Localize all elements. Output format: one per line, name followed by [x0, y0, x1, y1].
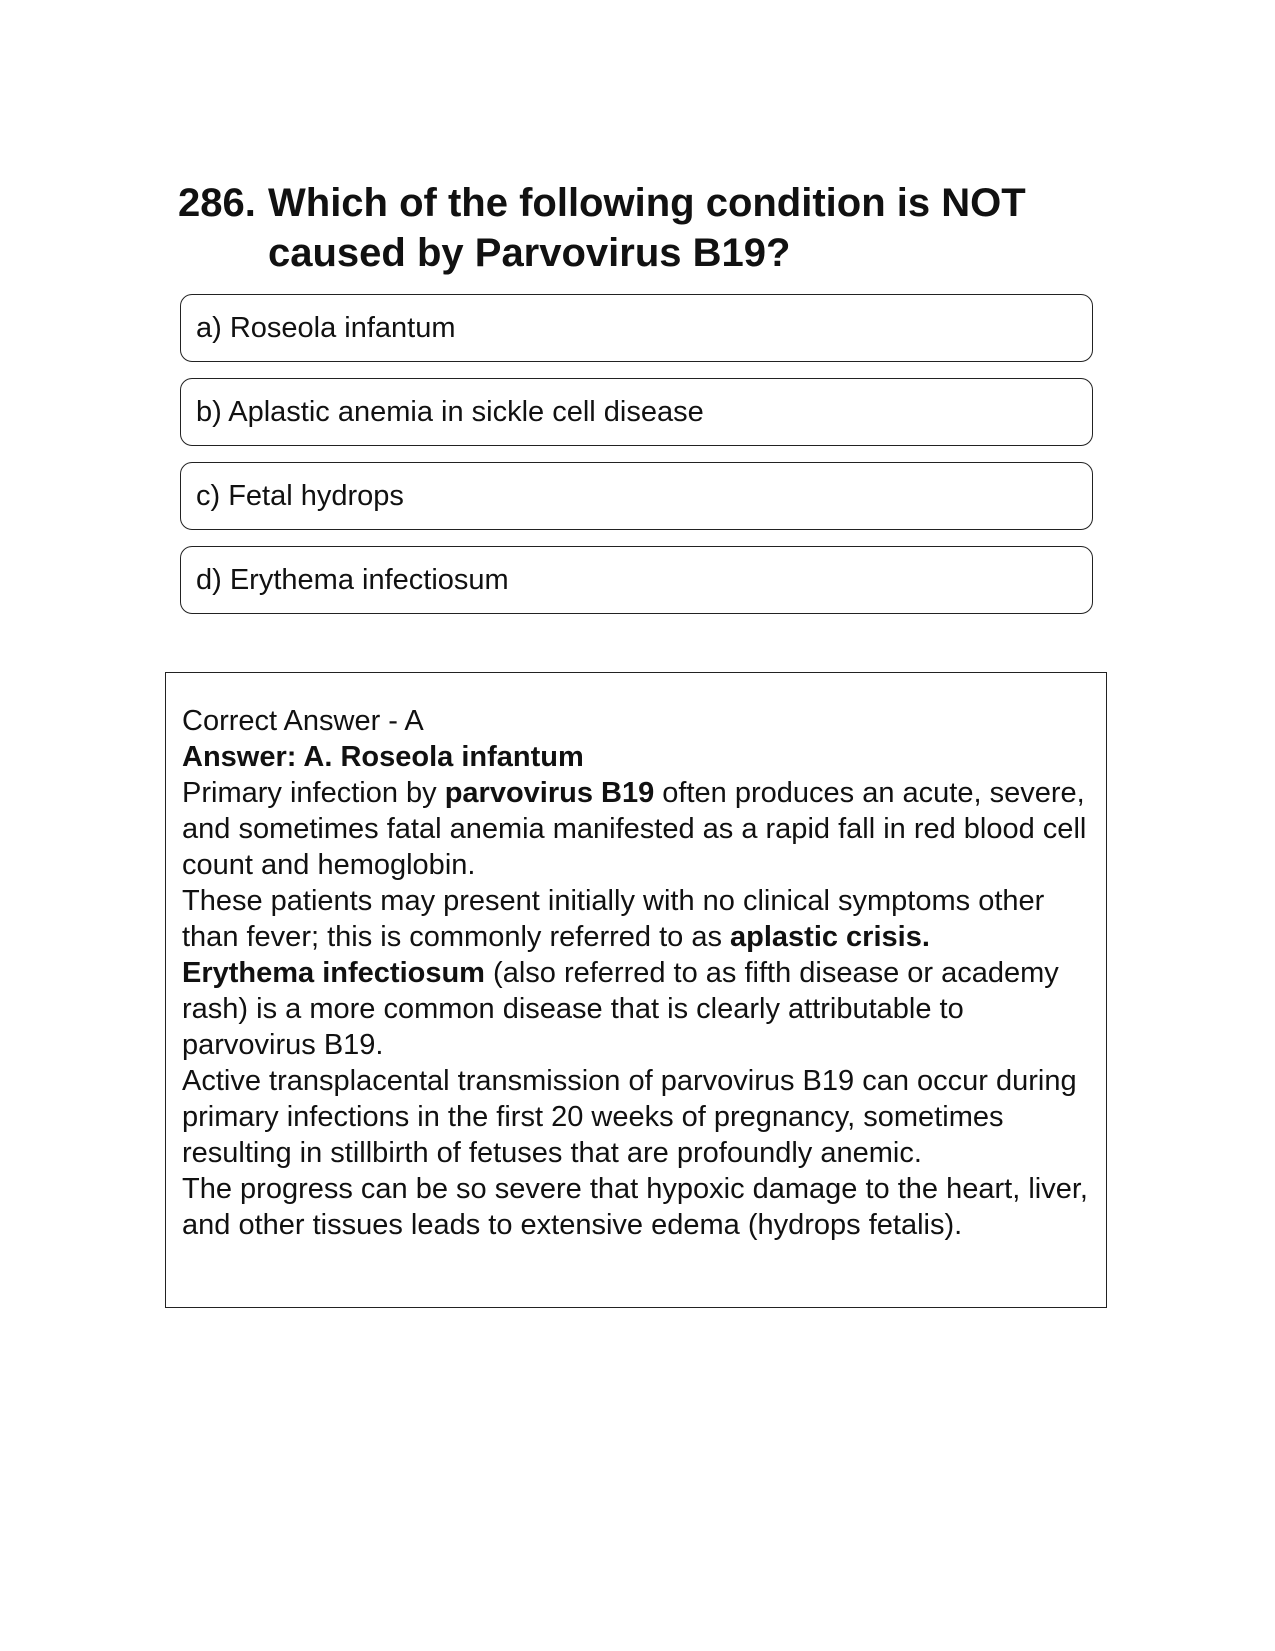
explanation-paragraph-1	[182, 775, 1090, 883]
option-d-label: d) Erythema infectiosum	[196, 563, 509, 596]
explanation-paragraph-2	[182, 883, 1090, 955]
p1-bold-term: parvovirus B19	[444, 777, 655, 809]
question-text: Which of the following condition is NOT caused by Parvovirus B19?	[268, 181, 1026, 275]
option-b-label: b) Aplastic anemia in sickle cell disease	[196, 395, 704, 428]
p1-text-end: often produces an acute, severe, and sometimes fatal anemia manifested as a rapid fall in red blood cell count and hemoglobin.	[182, 777, 1087, 881]
answer-heading: Answer: A. Roseola infantum	[182, 741, 584, 773]
explanation-paragraph-3	[182, 955, 1090, 1063]
p3-bold-term: Erythema infectiosum	[182, 957, 485, 989]
question-number: 286.	[178, 181, 256, 225]
p2-text-start: These patients may present initially with no clinical symptoms other than fever; this is commonly referred to as	[182, 885, 1045, 953]
option-d[interactable]	[180, 546, 1093, 614]
option-b[interactable]	[180, 378, 1093, 446]
p1-text-start: Primary infection by	[182, 777, 445, 809]
explanation-paragraph-5: The progress can be so severe that hypoxic damage to the heart, liver, and other tissues leads to extensive edema (hydrops fetalis).	[182, 1173, 1088, 1241]
options-list	[180, 294, 1093, 630]
explanation-paragraph-4: Active transplacental transmission of parvovirus B19 can occur during primary infections in the first 20 weeks of pregnancy, sometimes resulting in stillbirth of fetuses that are profoundly anemic.	[182, 1065, 1077, 1169]
p2-bold-term: aplastic crisis.	[730, 921, 930, 953]
correct-answer-line: Correct Answer - A	[182, 705, 424, 737]
option-c[interactable]	[180, 462, 1093, 530]
option-c-label: c) Fetal hydrops	[196, 479, 404, 512]
question-heading	[178, 178, 1078, 278]
answer-explanation-box	[165, 672, 1107, 1308]
option-a[interactable]	[180, 294, 1093, 362]
p3-text-end: (also referred to as fifth disease or academy rash) is a more common disease that is clearly attributable to parvovirus B19.	[182, 957, 1059, 1061]
option-a-label: a) Roseola infantum	[196, 311, 456, 344]
